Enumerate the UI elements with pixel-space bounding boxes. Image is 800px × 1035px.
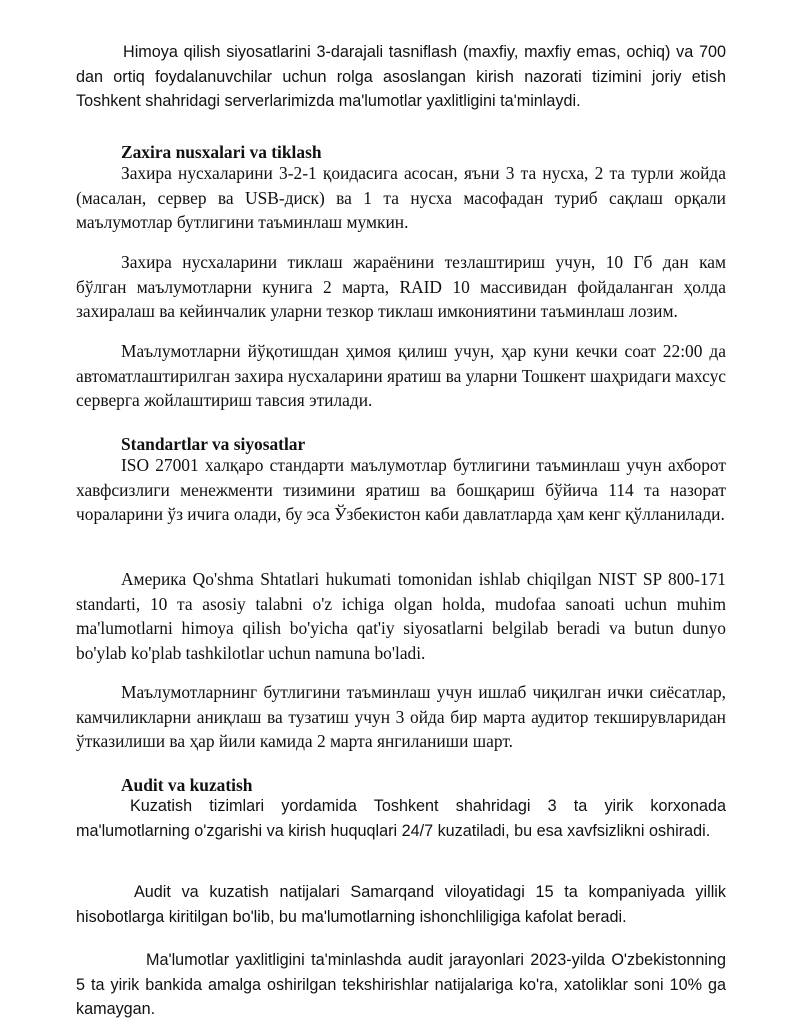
backup-paragraph-1: Захира нусхаларини 3-2-1 қоидасига асосан, яъни 3 та нусха, 2 та турли жойда (масалан, сервер ва USB-диск) ва 1 та нусха масофадан туриб сақлаш орқали маълумотлар бутлигини таъминлаш мумкин.: [76, 163, 726, 233]
backup-paragraph-2: Захира нусхаларини тиклаш жараёнини тезлаштириш учун, 10 Гб дан кам бўлган маълумотларни кунига 2 марта, RAID 10 массивидан фойдаланган ҳолда захиралаш ва кейинчалик уларни тезкор тиклаш имкониятини таъминлаш лозим.: [76, 252, 726, 322]
audit-paragraph-2: Audit va kuzatish natijalari Samarqand viloyatidagi 15 ta kompaniyada yillik hisobotlarga kiritilgan bo'lib, bu ma'lumotlarning ishonchliligiga kafolat beradi.: [76, 883, 726, 926]
heading-backup: Zaxira nusxalari va tiklash: [121, 142, 322, 162]
intro-paragraph: Himoya qilish siyosatlarini 3-darajali tasniflash (maxfiy, maxfiy emas, ochiq) va 700 dan ortiq foydalanuvchilar uchun rolga asoslangan kirish nazorati tizimini joriy etish Toshkent shahridagi serverlarimizda ma'lumotlar yaxlitligini ta'minlaydi.: [76, 43, 726, 111]
standards-paragraph-2: Америка Qo'shma Shtatlari hukumati tomonidan ishlab chiqilgan NIST SP 800-171 standarti, 10 та asosiy talabni o'z ichiga olgan holda, mudofaa sanoati uchun muhim ma'lumotlarni himoya qilish bo'yicha qat'iy siyosatlarni belgilab beradi va butun dunyo bo'ylab ko'plab tashkilotlar uchun namuna bo'ladi.: [76, 569, 726, 663]
heading-standards: Standartlar va siyosatlar: [121, 434, 306, 454]
standards-paragraph-3: Маълумотларнинг бутлигини таъминлаш учун ишлаб чиқилган ички сиёсатлар, камчиликларни аниқлаш ва тузатиш учун 3 ойда бир марта аудитор текширувларидан ўтказилиши ва ҳар йили камида 2 марта янгиланиши шарт.: [76, 682, 726, 752]
backup-paragraph-3: Маълумотларни йўқотишдан ҳимоя қилиш учун, ҳар куни кечки соат 22:00 да автоматлаштирилган захира нусхаларини яратиш ва уларни Тошкент шаҳридаги махсус серверга жойлаштириш тавсия этилади.: [76, 341, 726, 411]
audit-paragraph-3: Ma'lumotlar yaxlitligini ta'minlashda audit jarayonlari 2023-yilda O'zbekistonning 5 ta yirik bankida amalga oshirilgan tekshirishlar natijalariga ko'ra, xatoliklar soni 10% ga kamaygan.: [76, 951, 726, 1019]
heading-audit: Audit va kuzatish: [121, 775, 253, 795]
standards-paragraph-1: ISO 27001 халқаро стандарти маълумотлар бутлигини таъминлаш учун ахборот хавфсизлиги менежменти тизимини яратиш ва бошқариш бўйича 114 та назорат чораларини ўз ичига олади, бу эса Ўзбекистон каби давлатларда ҳам кенг қўлланилади.: [76, 455, 726, 525]
audit-paragraph-1: Kuzatish tizimlari yordamida Toshkent shahridagi 3 ta yirik korxonada ma'lumotlarning o'zgarishi va kirish huquqlari 24/7 kuzatiladi, bu esa xavfsizlikni oshiradi.: [76, 797, 726, 840]
